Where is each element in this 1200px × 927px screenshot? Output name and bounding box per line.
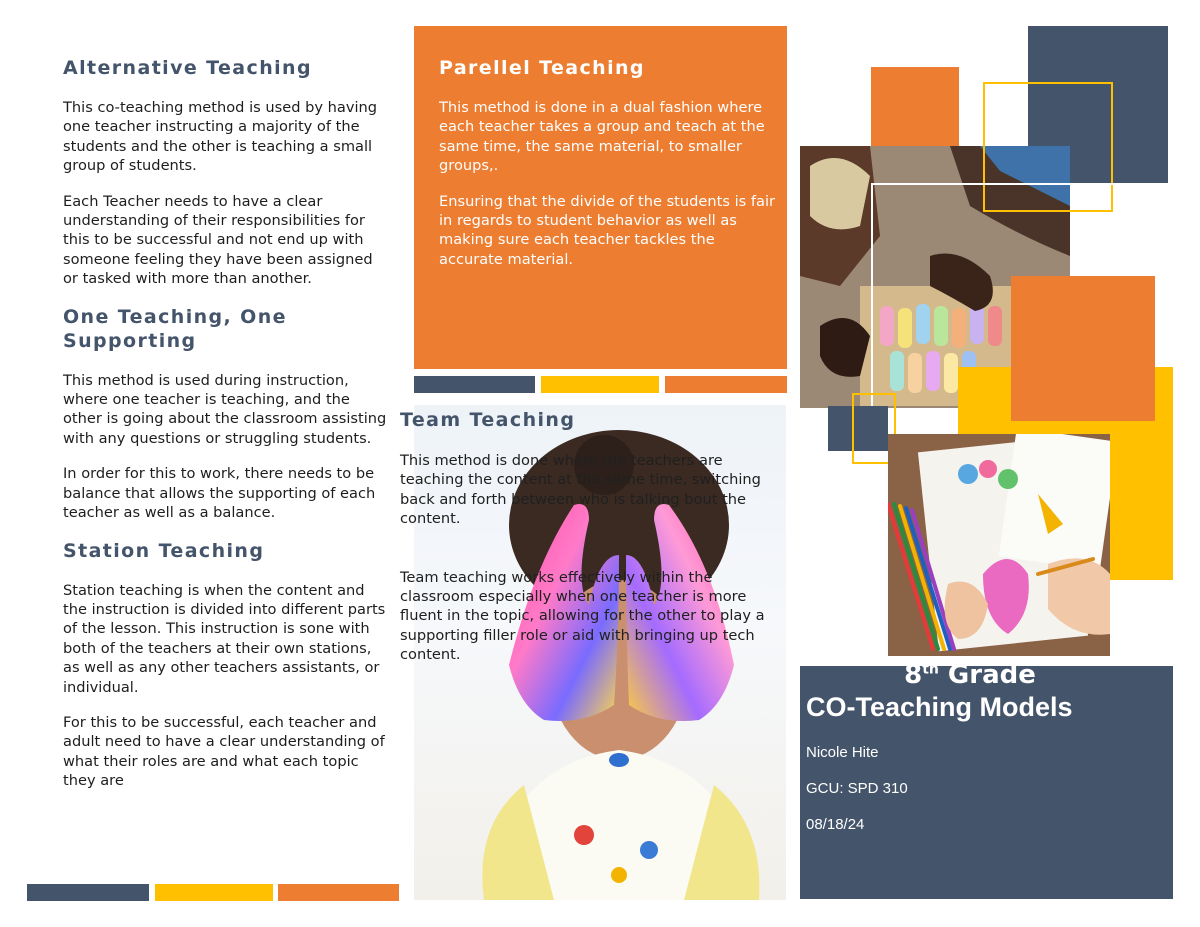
accent-bar-gold-2 <box>541 376 659 393</box>
station-teaching-paragraph-1: Station teaching is when the content and the instruction is divided into different parts of the lesson. This instruction is sone with both of the teachers at their own stations, as well as any other teachers assistants, or individual. <box>63 581 386 696</box>
one-teaching-paragraph-2: In order for this to work, there needs to be balance that allows the supporting of each teacher as well as a balance. <box>63 465 376 522</box>
parallel-teaching-paragraph-1: This method is done in a dual fashion where each teacher takes a group and teach at the same time, the same material, to smaller groups,. <box>439 99 765 175</box>
date-text: 08/18/24 <box>806 816 865 833</box>
children-drawing-photo <box>888 434 1110 656</box>
team-teaching-heading: Team Teaching <box>400 409 576 431</box>
station-teaching-heading: Station Teaching <box>63 539 265 562</box>
one-teaching-one-supporting-heading: One Teaching, One Supporting <box>63 305 287 352</box>
accent-bar-gold <box>155 884 273 901</box>
grade-superscript: th <box>922 661 939 678</box>
accent-bar-orange <box>278 884 399 901</box>
author-name: Nicole Hite <box>806 744 879 761</box>
decor-square-orange-mid <box>1011 276 1155 421</box>
one-teaching-paragraph-1: This method is used during instruction, where one teacher is teaching, and the other is going about the classroom assisting with any questions or struggling students. <box>63 371 387 447</box>
children-drawing-illustration <box>888 434 1110 656</box>
alternative-teaching-paragraph-1: This co-teaching method is used by having one teacher instructing a majority of the students and the other is teaching a small group of students. <box>63 99 378 175</box>
course-code: GCU: SPD 310 <box>806 780 908 797</box>
parallel-teaching-panel <box>414 26 787 369</box>
grade-number: 8 <box>904 660 923 690</box>
alternative-teaching-paragraph-2: Each Teacher needs to have a clear understanding of their responsibilities for this to be successful and not end up with someone feeling they have been assigned or tasked with more than another. <box>63 192 373 288</box>
accent-bar-navy <box>27 884 149 901</box>
grade-title <box>800 660 1140 690</box>
parallel-teaching-paragraph-2: Ensuring that the divide of the students is fair in regards to student behavior as well as making sure each teacher tackles the accurate material. <box>439 192 776 268</box>
brochure-title: CO-Teaching Models <box>806 692 1073 722</box>
team-teaching-paragraph-2: Team teaching works effectively within the classroom especially when one teacher is more fluent in the topic, allowing for the other to play a supporting filler role or aid with bringing up tech content. <box>400 568 765 664</box>
decor-square-orange-top <box>871 67 959 147</box>
team-teaching-paragraph-1: This method is done where the teachers are teaching the content at the same time, switching back and forth between who is talking bout the content. <box>400 452 761 528</box>
accent-bar-navy-2 <box>414 376 535 393</box>
alternative-teaching-heading: Alternative Teaching <box>63 57 312 79</box>
accent-bar-orange-2 <box>665 376 787 393</box>
column-left <box>63 56 391 807</box>
grade-word: Grade <box>938 660 1036 690</box>
parallel-teaching-heading: Parellel Teaching <box>439 57 645 79</box>
cover-title-box <box>800 660 1173 899</box>
station-teaching-paragraph-2: For this to be successful, each teacher and adult need to have a clear understanding of what their roles are and what each topic they are <box>63 713 385 790</box>
team-teaching-section <box>400 408 790 665</box>
